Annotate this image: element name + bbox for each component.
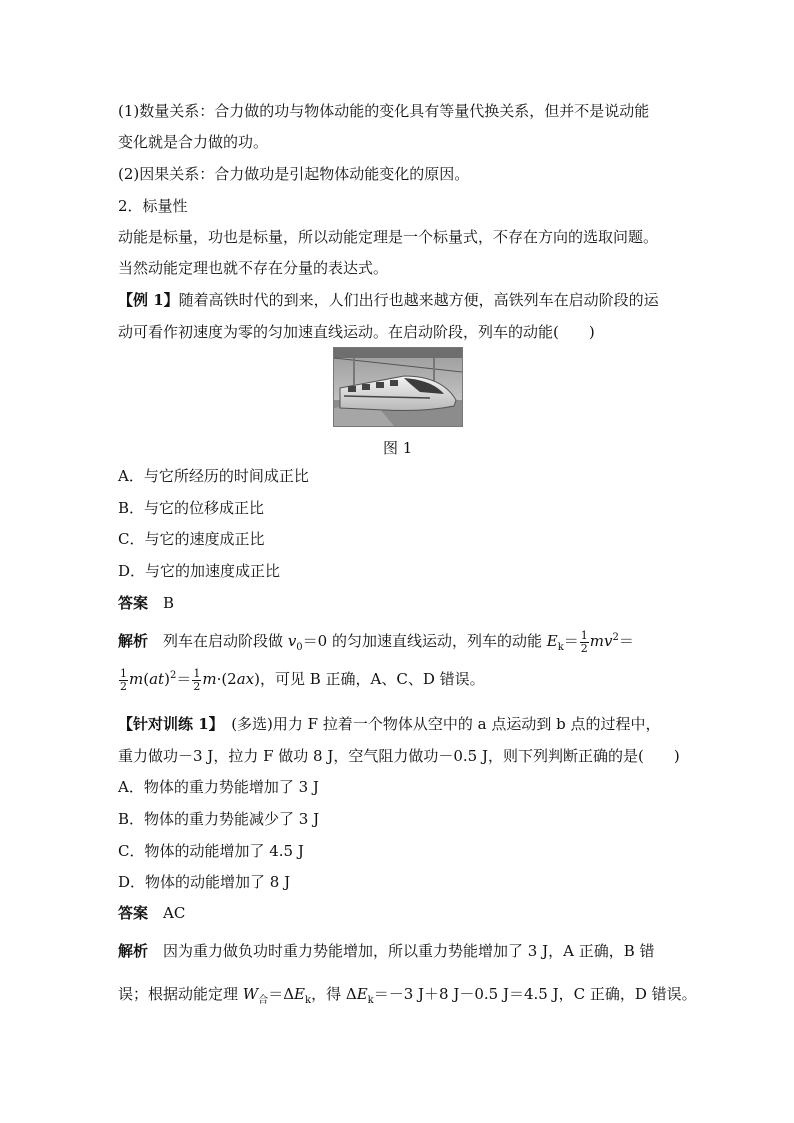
- analysis-label: 解析: [118, 942, 149, 960]
- analysis-text-2b: ，得: [311, 985, 346, 1003]
- fraction-half: $\frac{1}{2}$: [120, 666, 127, 693]
- example-1-analysis-line-1: 解析 列车在启动阶段做 $v_0=0$ 的匀加速直线运动，列车的动能 $E_k=$ $\frac{1}{2}$ $mv^2=$: [118, 628, 634, 655]
- analysis-label: 解析: [118, 632, 149, 650]
- answer-value: AC: [163, 904, 186, 922]
- formula-work: W: [242, 985, 259, 1003]
- intro-line-4: 动能是标量，功也是标量，所以动能定理是一个标量式，不存在方向的选取问题。: [118, 228, 659, 246]
- analysis-text-1: 因为重力做负功时重力势能增加，所以重力势能增加了 3 J，A 正确，B 错: [163, 942, 655, 960]
- analysis-text-2a: 误；根据动能定理: [118, 985, 243, 1003]
- analysis-text-2c: ＝－3 J＋8 J－0.5 J＝4.5 J，C 正确，D 错误。: [373, 985, 697, 1003]
- example-1-option-a: A．与它所经历的时间成正比: [118, 467, 309, 485]
- training-1-stem-text-1: (多选)用力 F 拉着一个物体从空中的 a 点运动到 b 点的过程中，: [231, 715, 661, 733]
- formula-v0: v: [287, 632, 297, 650]
- example-1-tag: 【例 1】: [118, 291, 179, 309]
- answer-value: B: [163, 594, 175, 612]
- answer-label: 答案: [118, 904, 149, 922]
- section-heading-scalar: 2．标量性: [118, 197, 188, 215]
- example-1-stem-text-1: 随着高铁时代的到来，人们出行也越来越方便，高铁列车在启动阶段的运: [178, 291, 659, 309]
- high-speed-train-photo: [333, 347, 463, 427]
- example-1-answer: [118, 593, 174, 613]
- training-1-option-d: D．物体的动能增加了 8 J: [118, 873, 291, 891]
- intro-line-1: (1)数量关系：合力做的功与物体动能的变化具有等量代换关系，但并不是说动能: [118, 102, 650, 120]
- training-1-option-b: B．物体的重力势能减少了 3 J: [118, 810, 320, 828]
- training-1-tag: 【针对训练 1】: [118, 715, 217, 733]
- training-1-analysis-line-2: 误；根据动能定理 $W_合=\Delta E_k$，得 $\Delta E_k=-3$ J＋8 J－0.5 J＝4.5 J，C 正确，D 错误。: [118, 985, 697, 1006]
- example-1-stem-line-1: [118, 290, 659, 310]
- fraction-half: $\frac{1}{2}$: [580, 628, 588, 655]
- training-1-stem-line-2: 重力做功－3 J，拉力 F 做功 8 J，空气阻力做功－0.5 J，则下列判断正确的是( ): [118, 747, 680, 765]
- figure-1-caption: 图 1: [383, 439, 413, 457]
- intro-line-3: (2)因果关系：合力做功是引起物体动能变化的原因。: [118, 165, 470, 183]
- intro-line-2: 变化就是合力做的功。: [118, 133, 269, 151]
- example-1-option-d: D．与它的加速度成正比: [118, 562, 281, 580]
- train-image-icon: [334, 348, 462, 426]
- analysis-text-b: 的匀加速直线运动，列车的动能: [331, 632, 547, 650]
- example-1-stem-line-2: 动可看作初速度为零的匀加速直线运动。在启动阶段，列车的动能( ): [118, 323, 595, 341]
- fraction-half: $\frac{1}{2}$: [193, 666, 201, 693]
- training-1-option-a: A．物体的重力势能增加了 3 J: [118, 778, 319, 796]
- training-1-stem-line-1: [118, 714, 660, 734]
- answer-label: 答案: [118, 594, 149, 612]
- example-1-option-b: B．与它的位移成正比: [118, 499, 265, 517]
- example-1-option-c: C．与它的速度成正比: [118, 530, 265, 548]
- training-1-analysis-line-1: [118, 941, 655, 961]
- intro-line-5: 当然动能定理也就不存在分量的表达式。: [118, 259, 389, 277]
- analysis-text-a: 列车在启动阶段做: [163, 632, 288, 650]
- training-1-option-c: C．物体的动能增加了 4.5 J: [118, 842, 304, 860]
- training-1-answer: [118, 903, 185, 923]
- analysis-text-c: ，可见 B 正确，A、C、D 错误。: [260, 670, 485, 688]
- example-1-analysis-line-2: $\frac{1}{2}$ m(at)$^2$＝ $\frac{1}{2}$ m·(2ax)，可见 B 正确，A、C、D 错误。: [120, 666, 485, 693]
